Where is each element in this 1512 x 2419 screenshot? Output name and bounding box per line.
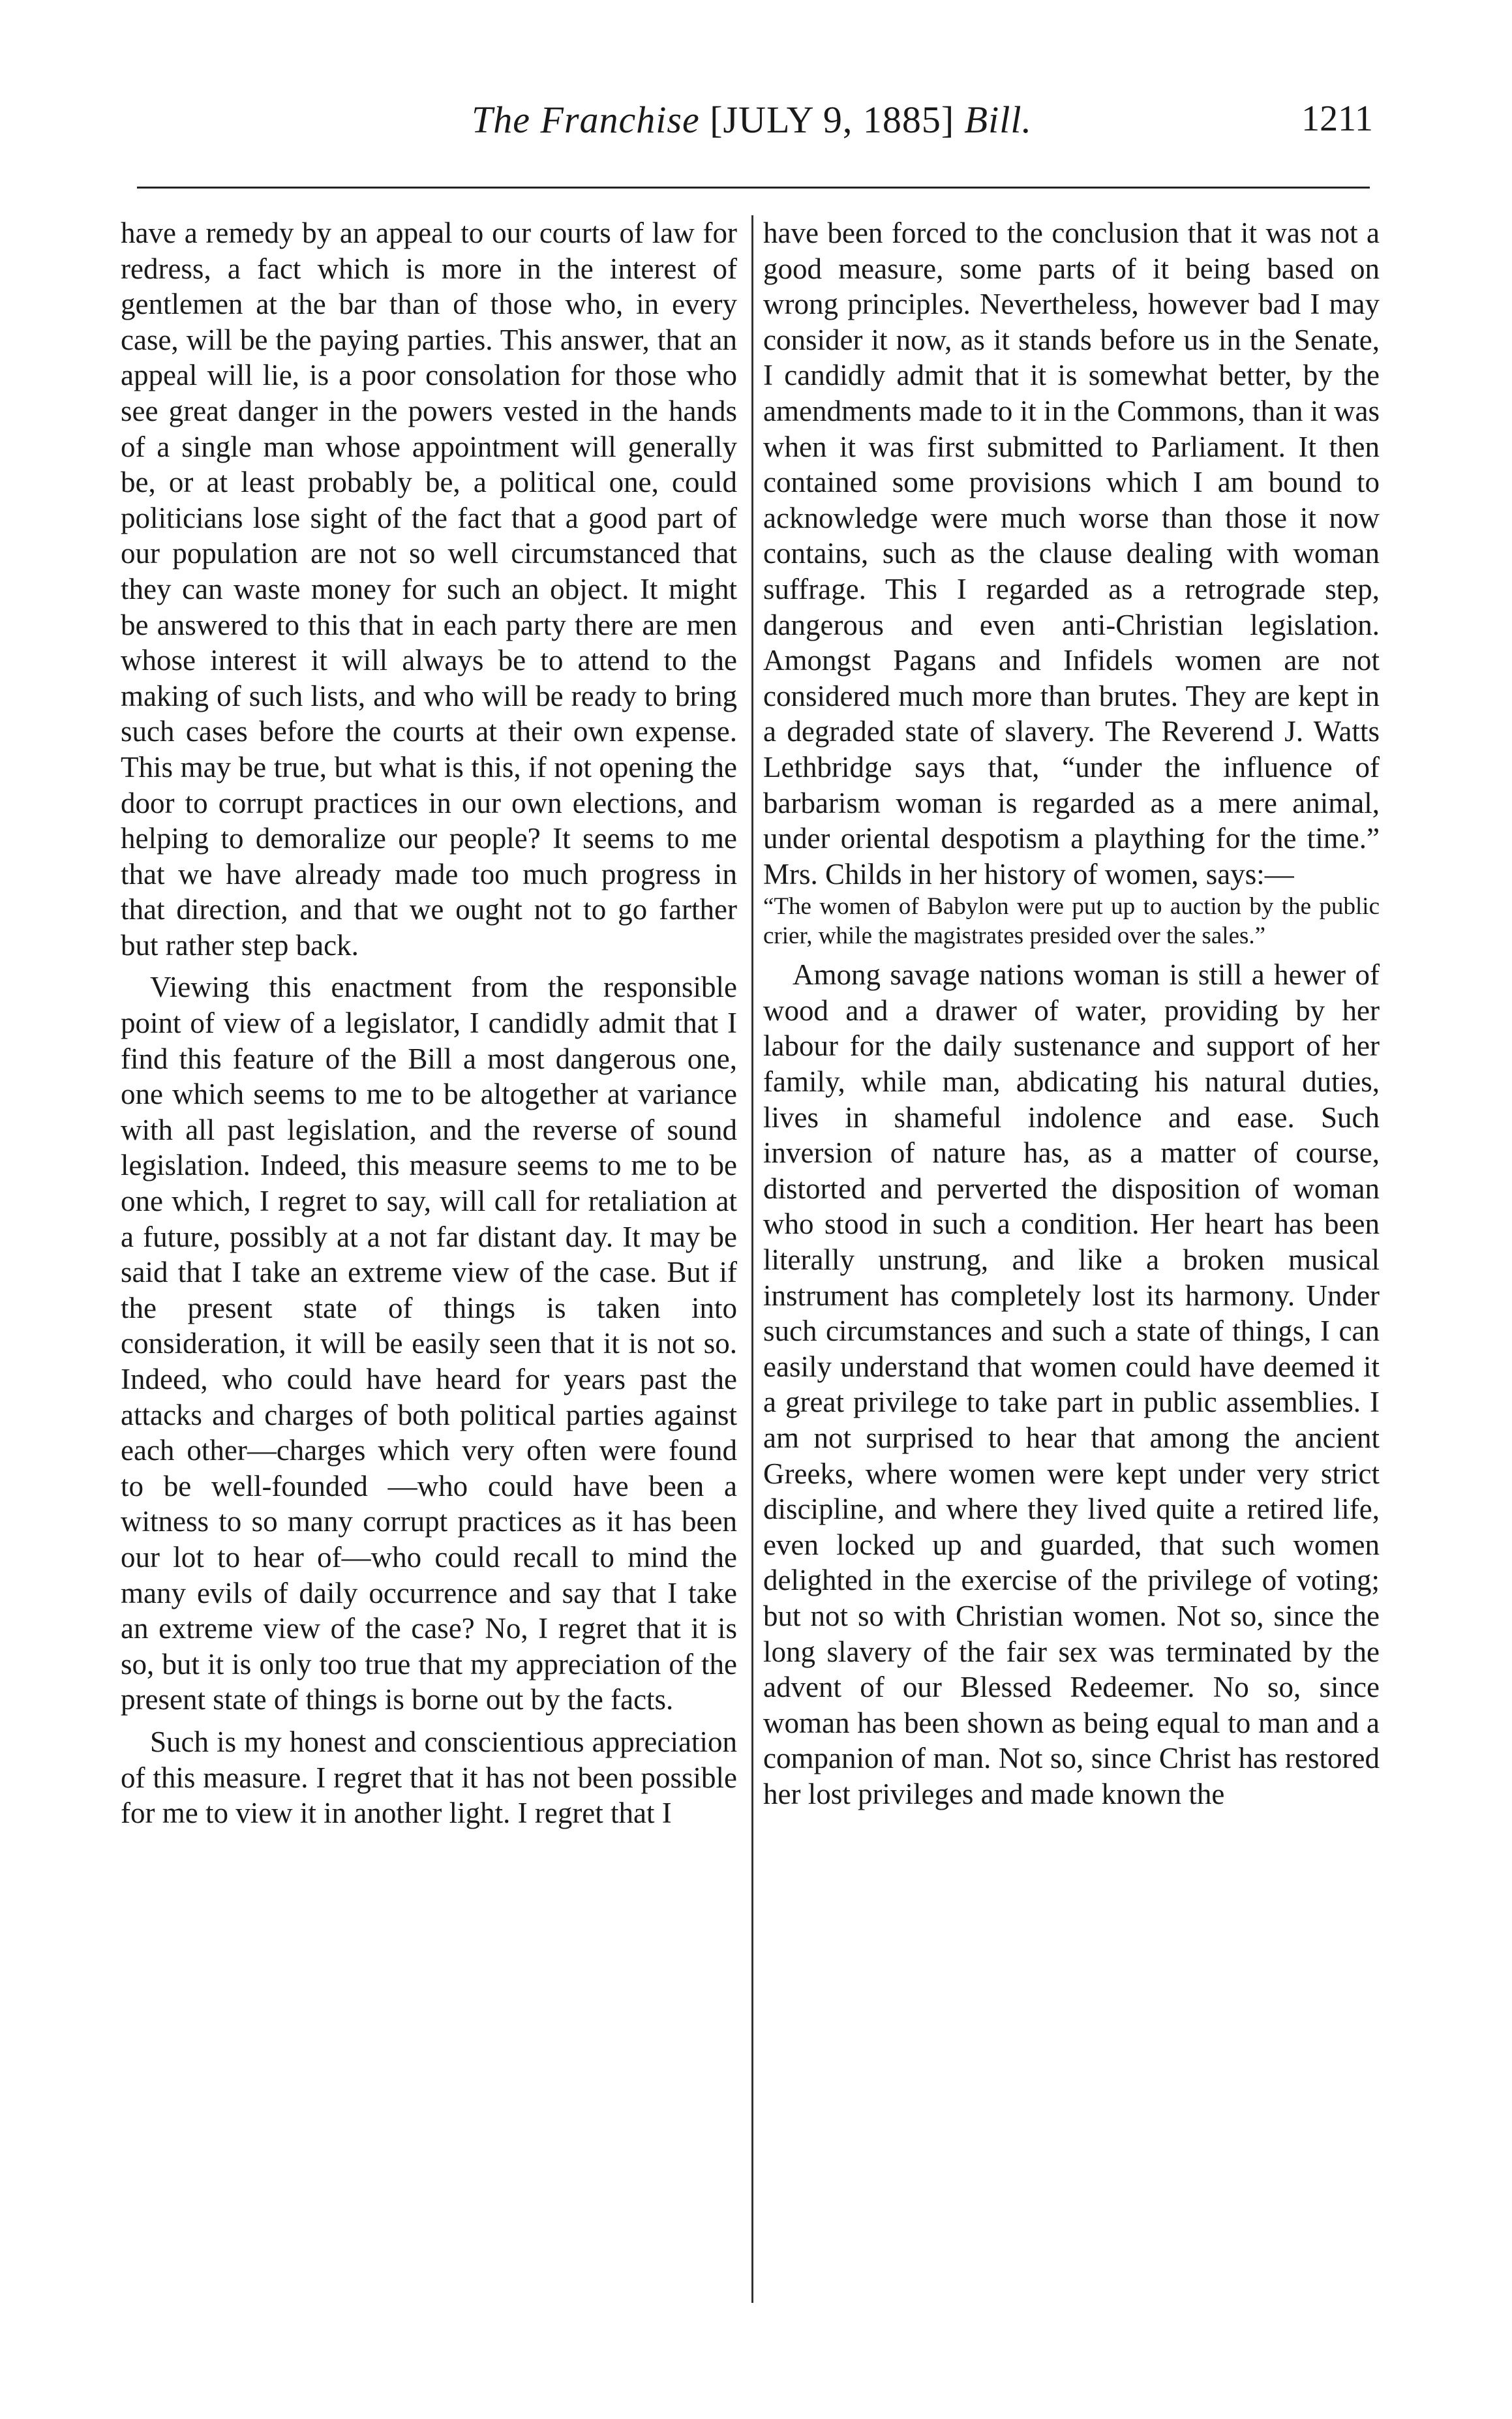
running-title-left: The Franchise [472,99,700,141]
left-paragraph-1: have a remedy by an appeal to our courts of law for redress, a fact which is more in the interest of gentlemen at the bar than of those who, in every case, will be the paying parties. This answer, that an appeal will lie, is a poor consolation for those who see great danger in the powers vested in the hands of a single man whose appointment will generally be, or at least probably be, a political one, could politicians lose sight of the fact that a good part of our population are not so well circumstanced that they can waste money for such an object. It might be answered to this that in each party there are men whose interest it will always be to attend to the making of such lists, and who will be ready to bring such cases before the courts at their own expense. This may be true, but what is this, if not opening the door to corrupt practices in our own elections, and helping to demoralize our people? It seems to me that we have already made too much progress in that direction, and that we ought not to go farther but rather step back. [121,217,737,962]
left-paragraph-3: Such is my honest and conscientious appreciation of this measure. I regret that it has not been possible for me to view it in another light. I regret that I [121,1725,737,1830]
right-paragraph-2: Among savage nations woman is still a hewer of wood and a drawer of water, providing by her labour for the daily sustenance and support of her family, while man, abdicating his natural duties, lives in shameful indolence and ease. Such inversion of nature has, as a matter of course, distorted and perverted the disposition of woman who stood in such a condition. Her heart has been literally unstrung, and like a broken musical instrument has completely lost its harmony. Under such circumstances and such a state of things, I can easily understand that women could have deemed it a great privilege to take part in public assemblies. I am not surprised to hear that among the ancient Greeks, where women were kept under very strict discipline, and where they lived quite a retired life, even locked up and guarded, that such women delighted in the exercise of the privilege of voting; but not so with Christian women. Not so, since the long slavery of the fair sex was terminated by the advent of our Blessed Redeemer. No so, since woman has been shown as being equal to man and a companion of man. Not so, since Christ has restored her lost privileges and made known the [763,958,1380,1810]
right-column [763,215,1380,1812]
running-title-right: Bill. [964,99,1032,141]
text-columns [121,215,1383,2303]
running-title [130,98,1373,142]
page-number: 1211 [1301,99,1373,139]
block-quote: “The women of Babylon were put up to auction by the public crier, while the magistrates presided over the sales.” [763,893,1380,950]
left-column [121,215,737,1831]
left-paragraph-2: Viewing this enactment from the responsible point of view of a legislator, I candidly admit that I find this feature of the Bill a most dangerous one, one which seems to me to be altogether at variance with all past legislation, and the reverse of sound legislation. Indeed, this measure seems to me to be one which, I regret to say, will call for retaliation at a future, possibly at a not far distant day. It may be said that I take an extreme view of the case. But if the present state of things is taken into consideration, it will be easily seen that it is not so. Indeed, who could have heard for years past the attacks and charges of both political parties against each other—charges which very often were found to be well-founded —who could have been a witness to so many corrupt practices as it has been our lot to hear of—who could recall to mind the many evils of daily occurrence and say that I take an extreme view of the case? No, I regret that it is so, but it is only too true that my appreciation of the present state of things is borne out by the facts. [121,971,737,1716]
right-paragraph-1: have been forced to the conclusion that it was not a good measure, some parts of it being based on wrong principles. Nevertheless, however bad I may consider it now, as it stands before us in the Senate, I candidly admit that it is somewhat better, by the amendments made to it in the Commons, than it was when it was first submitted to Parliament. It then contained some provisions which I am bound to acknowledge were much worse than those it now contains, such as the clause dealing with woman suffrage. This I regarded as a retrograde step, dangerous and even anti-Christian legislation. Amongst Pagans and Infidels women are not considered much more than brutes. They are kept in a degraded state of slavery. The Reverend J. Watts Lethbridge says that, “under the influence of barbarism woman is regarded as a mere animal, under oriental despotism a plaything for the time.” Mrs. Childs in her history of women, says:— [763,217,1380,890]
running-title-date: [JULY 9, 1885] [699,99,965,141]
header-rule [137,187,1370,189]
page-header [130,98,1373,150]
